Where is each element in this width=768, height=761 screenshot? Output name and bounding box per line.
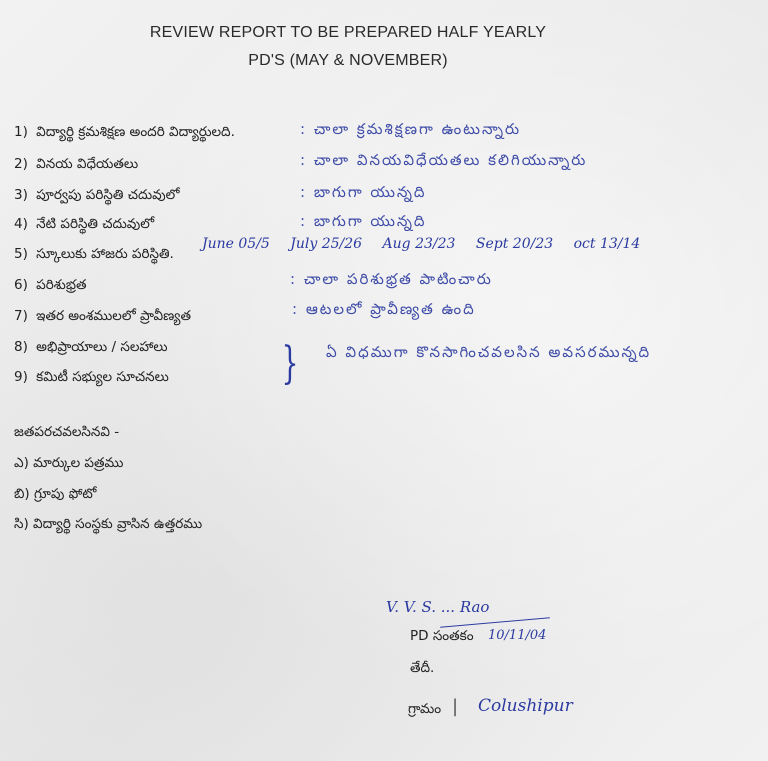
attendance-july: July 25/26 — [290, 236, 363, 252]
item-number: 9) — [14, 369, 28, 385]
attachments-heading: జతపరచవలసినవి - — [14, 424, 120, 440]
village-separator: | — [452, 696, 459, 717]
signature-label: PD సంతకం — [410, 628, 474, 644]
brace-mark: } — [281, 338, 299, 389]
item-row-7 — [14, 308, 191, 330]
attendance-oct: oct 13/14 — [573, 236, 641, 252]
item-label: అభిప్రాయాలు / సలహాలు — [36, 339, 168, 355]
item-number: 8) — [14, 339, 28, 355]
signature-stroke — [440, 617, 550, 628]
village-label: గ్రామం — [408, 701, 442, 717]
item-number: 1) — [14, 124, 28, 140]
attachment-letter: సి) విద్యార్థి సంస్థకు వ్రాసిన ఉత్తరము — [14, 516, 203, 532]
attendance-aug: Aug 23/23 — [382, 236, 456, 252]
item-row-8 — [14, 339, 168, 361]
item-label: ఇతర అంశములలో ప్రావీణ్యత — [36, 308, 191, 324]
item-answer-4: : బాగుగా యున్నది — [300, 212, 427, 230]
item-row-4 — [14, 216, 154, 238]
item-label: స్కూలుకు హాజరు పరిస్థితి. — [36, 246, 174, 262]
report-title: REVIEW REPORT TO BE PREPARED HALF YEARLY — [149, 24, 547, 41]
item-row-9 — [14, 369, 169, 391]
item-number: 7) — [14, 308, 28, 324]
item-label: విద్యార్థి క్రమశిక్షణ అందరి విద్యార్థులది. — [36, 124, 235, 140]
item-label: నేటి పరిస్థితి చదువులో — [36, 216, 155, 232]
item-row-1 — [14, 124, 235, 146]
item-row-6 — [14, 277, 86, 299]
item-row-3 — [14, 187, 180, 209]
attendance-sept: Sept 20/23 — [475, 236, 554, 252]
item-answer-7: : ఆటలలో ప్రావీణ్యత ఉంది — [292, 300, 476, 318]
item-label: కమిటీ సభ్యుల సూచనలు — [36, 369, 169, 385]
combined-answer-8-9: ఏ విధముగా కొనసాగించవలసిన అవసరమున్నది — [326, 343, 652, 361]
attendance-record — [202, 236, 656, 252]
item-number: 5) — [14, 246, 28, 262]
attendance-june: June 05/5 — [202, 236, 270, 252]
item-number: 6) — [14, 277, 28, 293]
date-label: తేదీ. — [410, 660, 435, 676]
item-row-5 — [14, 246, 174, 268]
item-answer-1: : చాలా క్రమశిక్షణగా ఉంటున్నారు — [300, 120, 522, 138]
item-answer-3: : బాగుగా యున్నది — [300, 183, 427, 201]
item-label: వినయ విధేయతలు — [36, 156, 139, 172]
report-subtitle: PD'S (MAY & NOVEMBER) — [248, 52, 448, 69]
village-value: Colushipur — [478, 696, 573, 716]
signature-date: 10/11/04 — [488, 628, 547, 643]
item-label: పరిశుభ్రత — [36, 277, 87, 293]
item-number: 2) — [14, 156, 28, 172]
attachment-group-photo: బి) గ్రూపు ఫోటో — [14, 486, 97, 502]
item-row-2 — [14, 156, 138, 178]
item-number: 4) — [14, 216, 28, 232]
item-number: 3) — [14, 187, 28, 203]
attachment-marks-sheet: ఎ) మార్కుల పత్రము — [14, 455, 124, 471]
item-answer-6: : చాలా పరిశుభ్రత పాటించారు — [290, 270, 493, 288]
item-answer-2: : చాలా వినయవిధేయతలు కలిగియున్నారు — [300, 151, 588, 169]
pd-signature: V. V. S. ... Rao — [386, 598, 490, 616]
item-label: పూర్వపు పరిస్థితి చదువులో — [36, 187, 180, 203]
